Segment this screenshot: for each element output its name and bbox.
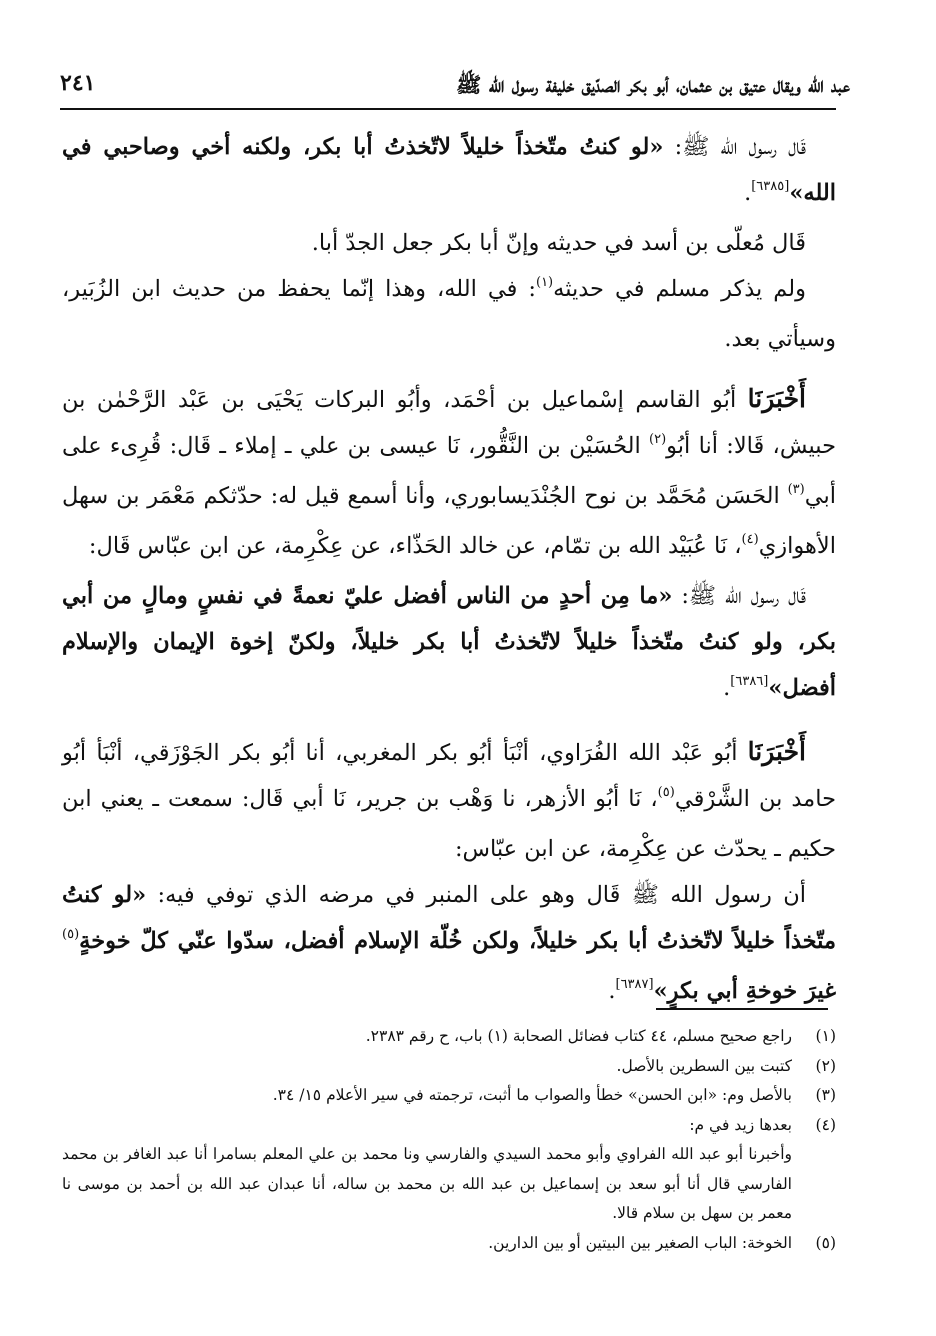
p7-end: . — [608, 978, 616, 1004]
akhbarana-1: أَخْبَرَنَا — [747, 384, 806, 413]
footnote-text: راجع صحيح مسلم، ٤٤ كتاب فضائل الصحابة (١) باب، ح رقم ٢٣٨٣. — [365, 1027, 792, 1045]
footnote-divider — [656, 1008, 828, 1010]
footnote-ref-2: (٢) — [649, 432, 667, 447]
footnote — [62, 1052, 836, 1082]
paragraph-1 — [62, 124, 836, 220]
p5-intro: قَال رسول الله ﷺ: — [672, 583, 807, 609]
paragraph-5 — [62, 573, 836, 715]
isnad-1b: الحُسَيْن بن النَّقُّور، نَا عيسى بن علي ـ إملاء ـ قَال: قُرِىء على أبي — [62, 433, 836, 509]
p7-intro: أن رسول الله ﷺ قَال وهو على المنبر في مرضه الذي توفي فيه: — [146, 882, 806, 908]
header-title: عبد الله ويقال عتيق بن عثمان، أبو بكر الصدّيق خليفة رسول الله ﷺ — [456, 72, 850, 97]
footnote-ref-4: (٤) — [741, 532, 759, 547]
isnad-paragraph-2 — [62, 729, 836, 872]
paragraph-7 — [62, 872, 836, 1018]
footnote-text: بالأصل وم: «ابن الحسن» خطأ والصواب ما أثبت، ترجمته في سير الأعلام ١٥/ ٣٤. — [272, 1086, 792, 1104]
isnad-2a: أبُو عَبْد الله الفُرَاوي، أنْبَأ أبُو بكر المغربي، أنا أبُو بكر الجَوْزَقي، أنْبَأ أبُو حامد بن الشَّرْقي — [62, 740, 836, 812]
hadith-text-2: «ما مِن أحدٍ من الناس أفضل عليّ نعمةً في نفسٍ ومالٍ من أبي بكر، ولو كنتُ متّخذاً خليلاً لاتّخذتُ أبا بكر خليلاً، ولكنّ إخوة الإيمان والإسلام أفضل» — [62, 583, 836, 701]
footnote-text: بعدها زيد في م: — [689, 1115, 792, 1134]
page-number: ٢٤١ — [60, 70, 96, 96]
footnote — [62, 1229, 836, 1259]
footnote — [62, 1111, 836, 1141]
p3-start: ولم يذكر مسلم في حديثه — [553, 276, 806, 302]
hadith-ref-1: [٦٣٨٥] — [751, 179, 790, 194]
akhbarana-2: أَخْبَرَنَا — [747, 737, 806, 766]
footnote-ref-1: (١) — [535, 275, 554, 290]
p3-rest: : في الله، وهذا إنّما يحفظ من حديث ابن الزُبَير، وسيأتي بعد. — [62, 276, 836, 352]
isnad-1a: أبُو القاسم إسْماعيل بن أحْمَد، وأبُو البركات يَحْيَى بن عَبْد الرَّحْمٰن بن حبيش، قَالا: أنا أبُو — [62, 387, 836, 459]
p1-intro: قَال رسول الله ﷺ: — [663, 134, 807, 160]
hadith-ref-2: [٦٣٨٦] — [730, 674, 769, 689]
hadith-text-3b: غيرَ خوخةِ أبي بكرٍ» — [653, 978, 836, 1004]
running-header — [60, 68, 850, 108]
footnote-text: الخوخة: الباب الصغير بين البيتين أو بين الدارين. — [488, 1233, 792, 1252]
isnad-paragraph-1 — [62, 376, 836, 573]
isnad-1c: الحَسَن مُحَمَّد بن نوح الجُنْدَيسابوري، وأنا أسمع قيل له: حدّثكم مَعْمَر بن سهل الأهوازي — [62, 483, 836, 559]
footnote-ref-5: (٥) — [657, 785, 675, 800]
footnote — [62, 1022, 836, 1052]
footnote-number: (٣) — [815, 1086, 836, 1104]
paragraph-3 — [62, 266, 836, 362]
footnote-ref-3: (٣) — [787, 482, 805, 497]
paragraph-2: قَال مُعلّى بن أسد في حديثه وإنّ أبا بكر جعل الجدّ أبا. — [311, 230, 806, 256]
footnote-number: (٢) — [815, 1056, 836, 1075]
footnote — [62, 1081, 836, 1111]
header-divider — [60, 108, 836, 110]
p5-end: . — [723, 675, 731, 701]
footnote-number: (١) — [815, 1027, 836, 1045]
footnote-4-addition: وأخبرنا أبو عبد الله الفراوي وأبو محمد السيدي والفارسي ونا محمد بن علي المعلم بسامرا أنا عبد الغافر بن محمد الفارسي قال أنا أبو سعد بن إسماعيل بن عبد الله بن محمد بن ساله، أنا عبدان عبد الله بن أحمد بن موسى نا معمر بن سهل بن سلام قالا. — [62, 1145, 792, 1222]
footnote-text: كتبت بين السطرين بالأصل. — [616, 1056, 792, 1075]
footnote-ref-5b: (٥) — [62, 927, 80, 942]
p1-end: . — [744, 180, 752, 206]
hadith-text-1: «لو كنتُ متّخذاً خليلاً لاتّخذتُ أبا بكر، ولكنه أخي وصاحبي في الله» — [62, 134, 836, 206]
hadith-ref-3: [٦٣٨٧] — [615, 977, 654, 992]
isnad-1d: ، نَا عُبَيْد الله بن تمّام، عن خالد الحَذّاء، عن عِكْرِمة، عن ابن عبّاس قَال: — [88, 533, 742, 559]
footnote-number: (٤) — [815, 1115, 836, 1134]
isnad-2b: ، نَا أبُو الأزهر، نا وَهْب بن جرير، نَا أبي قَال: سمعت ـ يعني ابن حكيم ـ يحدّث عن عِكْرِمة، عن ابن عبّاس: — [62, 786, 836, 862]
footnote-number: (٥) — [815, 1233, 836, 1252]
hadith-text-3a: «لو كنتُ متّخذاً خليلاً لاتّخذتُ أبا بكر خليلاً، ولكن خُلّة الإسلام أفضل، سدّوا عنّي كلّ خوخةٍ — [62, 882, 836, 954]
footnotes — [62, 1022, 836, 1258]
main-text — [62, 124, 836, 1018]
